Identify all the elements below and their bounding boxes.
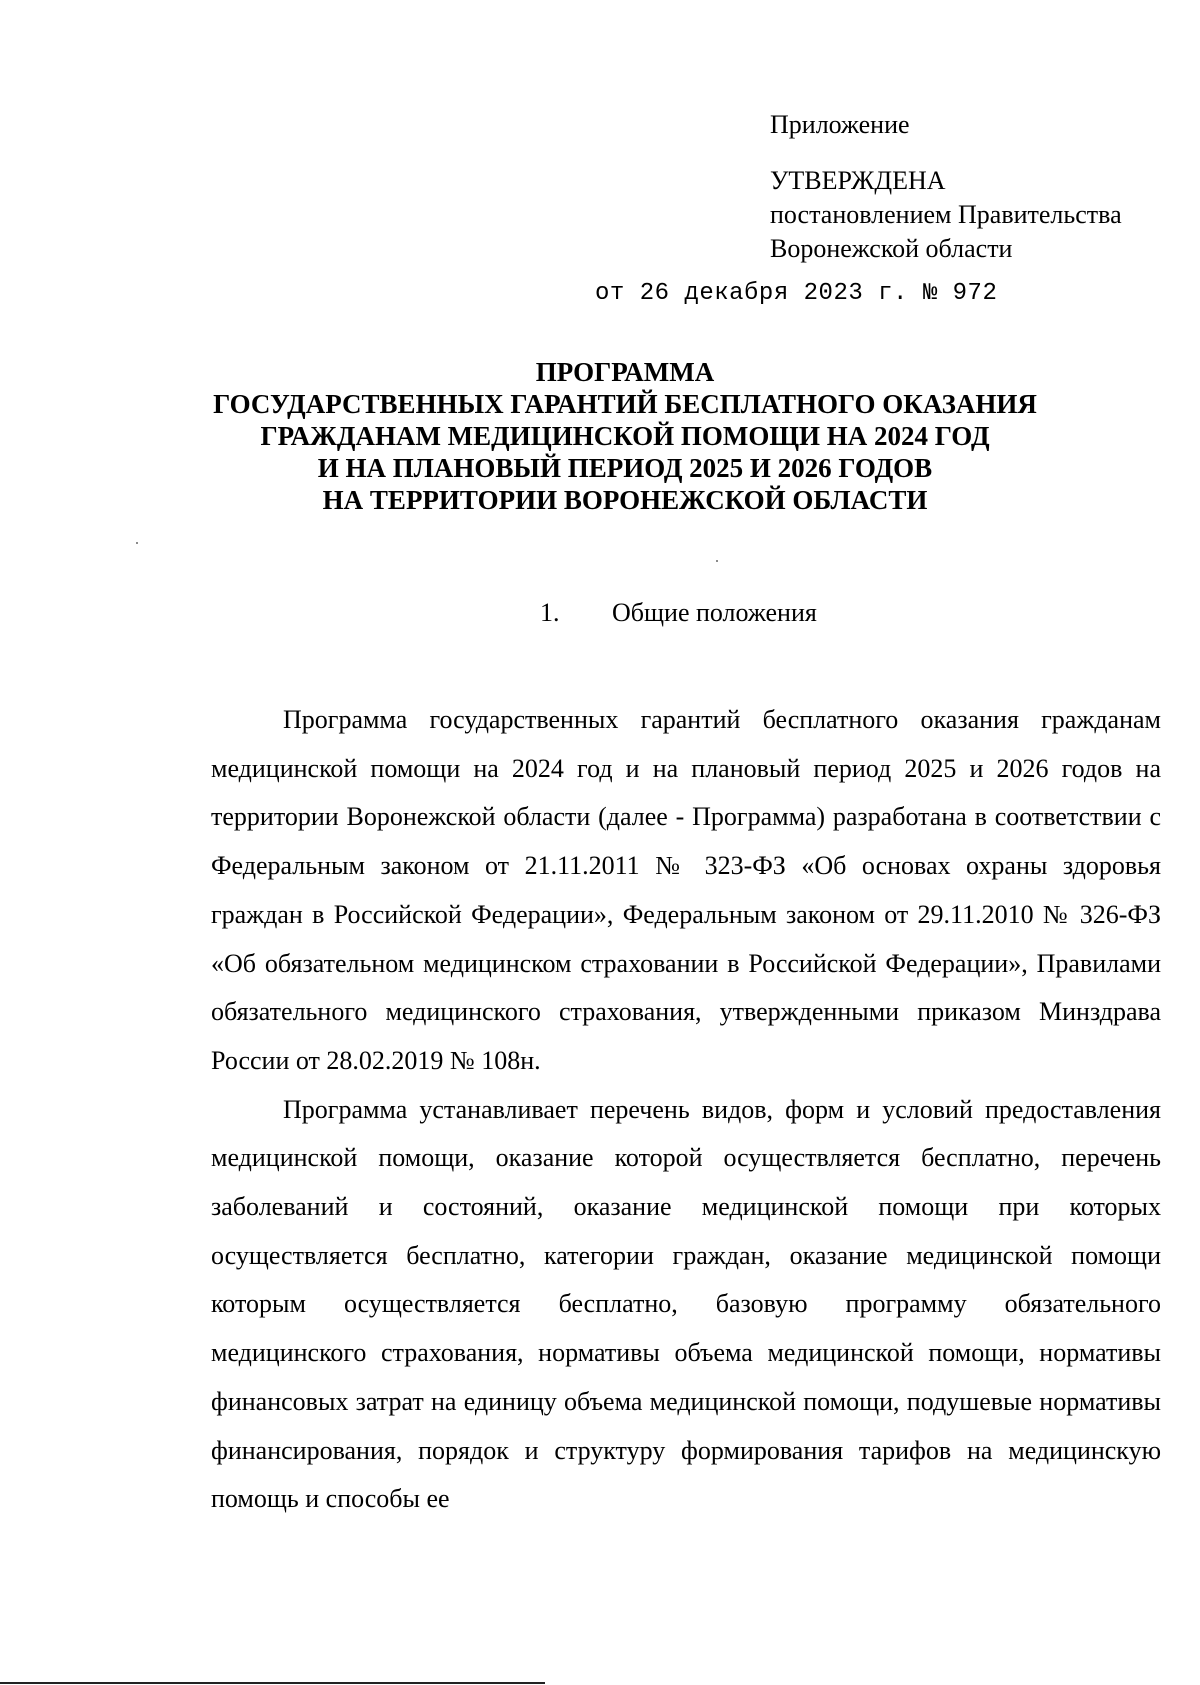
decree-date-number: от 26 декабря 2023 г. № 972 [595, 280, 998, 307]
approved-by-line-2: Воронежской области [770, 234, 1013, 263]
approved-label: УТВЕРЖДЕНА [770, 166, 946, 195]
scan-speck [716, 560, 718, 562]
title-line-5: НА ТЕРРИТОРИИ ВОРОНЕЖСКОЙ ОБЛАСТИ [322, 485, 928, 515]
section-number: 1. [540, 598, 560, 627]
appendix-label: Приложение [770, 110, 910, 139]
body-text [211, 696, 1161, 1524]
scan-edge-line [0, 1682, 545, 1684]
paragraph-2: Программа устанавливает перечень видов, форм и условий предоставления медицинской помощи, оказание которой осуществляется бесплатно, перечень заболеваний и состояний, оказание медицинской помощи при которых осуществляется бесплатно, категории граждан, оказание медицинской помощи которым осуществляется бесплатно, базовую программу обязательного медицинского страхования, нормативы объема медицинской помощи, нормативы финансовых затрат на единицу объема медицинской помощи, подушевые нормативы финансирования, порядок и структуру формирования тарифов на медицинскую помощь и способы ее [211, 1094, 1161, 1514]
paragraph-1: Программа государственных гарантий бесплатного оказания гражданам медицинской помощи на 2024 год и на плановый период 2025 и 2026 годов на территории Воронежской области (далее - Программа) разработана в соответствии с Федеральным законом от 21.11.2011 № 323-ФЗ «Об основах охраны здоровья граждан в Российской Федерации», Федеральным законом от 29.11.2010 № 326-ФЗ «Об обязательном медицинском страховании в Российской Федерации», Правилами обязательного медицинского страхования, утвержденными приказом Минздрава России от 28.02.2019 № 108н. [211, 705, 1161, 1075]
approval-block [770, 108, 1122, 266]
approved-by-line-1: постановлением Правительства [770, 200, 1122, 229]
section-heading [540, 598, 817, 628]
document-title [120, 356, 1130, 516]
title-line-3: ГРАЖДАНАМ МЕДИЦИНСКОЙ ПОМОЩИ НА 2024 ГОД [260, 421, 990, 451]
title-line-4: И НА ПЛАНОВЫЙ ПЕРИОД 2025 И 2026 ГОДОВ [317, 453, 933, 483]
title-line-1: ПРОГРАММА [535, 357, 715, 387]
title-line-2: ГОСУДАРСТВЕННЫХ ГАРАНТИЙ БЕСПЛАТНОГО ОКАЗАНИЯ [213, 389, 1037, 419]
scan-speck [136, 542, 138, 544]
section-title: Общие положения [612, 598, 817, 627]
